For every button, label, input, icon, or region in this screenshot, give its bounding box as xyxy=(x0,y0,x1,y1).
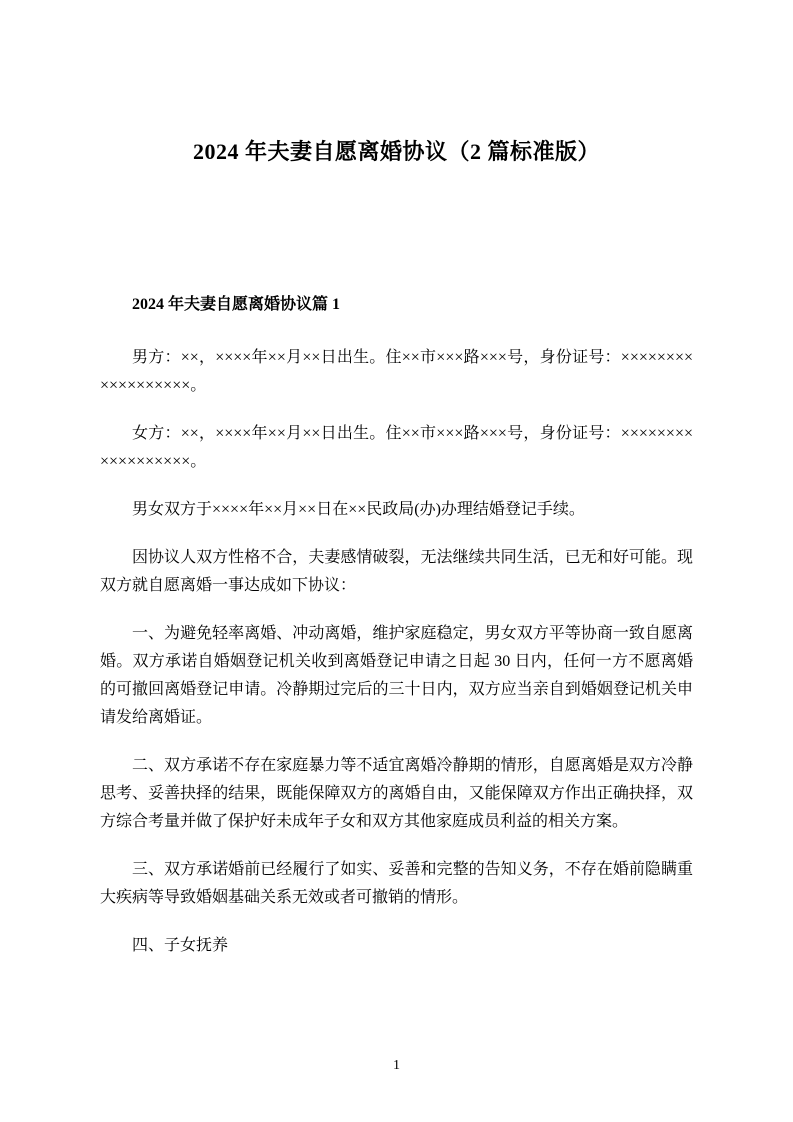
paragraph-clause-3: 三、双方承诺婚前已经履行了如实、妥善和完整的告知义务，不存在婚前隐瞒重大疾病等导致婚姻基础关系无效或者可撤销的情形。 xyxy=(100,861,693,906)
paragraph-clause-2: 二、双方承诺不存在家庭暴力等不适宜离婚冷静期的情形，自愿离婚是双方冷静思考、妥善抉择的结果，既能保障双方的离婚自由，又能保障双方作出正确抉择，双方综合考量并做了保护好未成年子女和双方其他家庭成员利益的相关方案。 xyxy=(100,757,693,830)
paragraph-clause-1: 一、为避免轻率离婚、冲动离婚，维护家庭稳定，男女双方平等协商一致自愿离婚。双方承诺自婚姻登记机关收到离婚登记申请之日起 30 日内，任何一方不愿离婚的可撤回离婚登记申请。冷静期过完后的三十日内，双方应当亲自到婚姻登记机关申请发给离婚证。 xyxy=(100,625,693,726)
page-number: 1 xyxy=(393,1058,400,1073)
paragraph-husband-info: 男方：××，××××年××月××日出生。住××市×××路×××号，身份证号：××××××××××××××××××。 xyxy=(100,349,693,394)
paragraph-clause-4-heading: 四、子女抚养 xyxy=(132,937,229,954)
paragraph-wife-info: 女方：××，××××年××月××日出生。住××市×××路×××号，身份证号：××××××××××××××××××。 xyxy=(100,425,693,470)
section-heading: 2024 年夫妻自愿离婚协议篇 1 xyxy=(132,296,341,313)
paragraph-marriage-registration: 男女双方于××××年××月××日在××民政局(办)办理结婚登记手续。 xyxy=(132,501,585,518)
document-title: 2024 年夫妻自愿离婚协议（2 篇标准版） xyxy=(192,139,600,164)
paragraph-preamble: 因协议人双方性格不合，夫妻感情破裂，无法继续共同生活，已无和好可能。现双方就自愿离婚一事达成如下协议： xyxy=(100,549,693,594)
